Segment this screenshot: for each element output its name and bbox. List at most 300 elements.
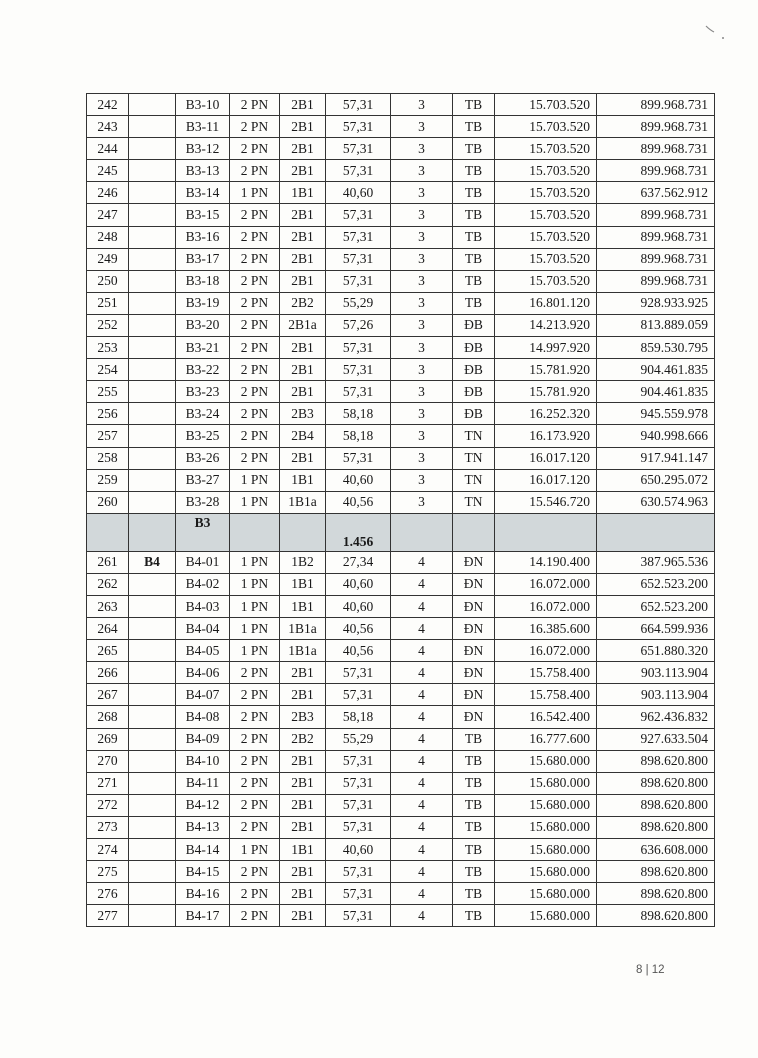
table-cell: 268 bbox=[87, 706, 129, 728]
table-cell: 2B1 bbox=[280, 248, 326, 270]
table-cell: TB bbox=[453, 94, 495, 116]
table-cell: 945.559.978 bbox=[597, 403, 715, 425]
table-cell: 16.017.120 bbox=[495, 447, 597, 469]
table-cell: B3-18 bbox=[176, 270, 230, 292]
table-cell: 57,31 bbox=[326, 447, 391, 469]
table-cell: ĐB bbox=[453, 403, 495, 425]
table-cell: 40,60 bbox=[326, 469, 391, 491]
table-cell: 2B2 bbox=[280, 728, 326, 750]
table-cell bbox=[129, 595, 176, 617]
table-cell: 57,31 bbox=[326, 662, 391, 684]
table-cell: 58,18 bbox=[326, 706, 391, 728]
table-cell: 250 bbox=[87, 270, 129, 292]
table-cell bbox=[129, 839, 176, 861]
table-cell: 15.680.000 bbox=[495, 772, 597, 794]
table-cell: B3-19 bbox=[176, 292, 230, 314]
table-cell: 899.968.731 bbox=[597, 94, 715, 116]
table-cell: 57,31 bbox=[326, 94, 391, 116]
table-cell: 3 bbox=[391, 116, 453, 138]
table-cell: 2 PN bbox=[230, 292, 280, 314]
table-cell: TB bbox=[453, 839, 495, 861]
table-cell: 243 bbox=[87, 116, 129, 138]
table-cell: 859.530.795 bbox=[597, 337, 715, 359]
table-cell: B4-17 bbox=[176, 905, 230, 927]
table-row bbox=[87, 551, 715, 573]
table-cell: 927.633.504 bbox=[597, 728, 715, 750]
table-row bbox=[87, 160, 715, 182]
table-cell: 15.703.520 bbox=[495, 182, 597, 204]
table-cell: 2 PN bbox=[230, 248, 280, 270]
table-cell: 2 PN bbox=[230, 359, 280, 381]
table-cell: 4 bbox=[391, 905, 453, 927]
table-cell: B4-12 bbox=[176, 794, 230, 816]
table-cell: 650.295.072 bbox=[597, 469, 715, 491]
table-cell: 57,31 bbox=[326, 794, 391, 816]
table-cell: B4-04 bbox=[176, 618, 230, 640]
table-cell: 57,31 bbox=[326, 381, 391, 403]
table-cell: 16.072.000 bbox=[495, 595, 597, 617]
table-cell: 57,31 bbox=[326, 226, 391, 248]
table-cell: 269 bbox=[87, 728, 129, 750]
table-cell: 4 bbox=[391, 684, 453, 706]
table-cell: 4 bbox=[391, 839, 453, 861]
table-cell: 3 bbox=[391, 403, 453, 425]
apartment-price-table bbox=[86, 93, 715, 927]
table-cell: 2 PN bbox=[230, 381, 280, 403]
table-cell: 1B1 bbox=[280, 839, 326, 861]
table-cell: 1 PN bbox=[230, 491, 280, 513]
table-cell bbox=[129, 772, 176, 794]
table-cell: 904.461.835 bbox=[597, 381, 715, 403]
table-cell: 15.703.520 bbox=[495, 160, 597, 182]
table-cell: 3 bbox=[391, 469, 453, 491]
table-cell: 899.968.731 bbox=[597, 138, 715, 160]
table-row bbox=[87, 728, 715, 750]
table-row bbox=[87, 138, 715, 160]
table-cell: 258 bbox=[87, 447, 129, 469]
table-cell: 636.608.000 bbox=[597, 839, 715, 861]
table-cell bbox=[129, 684, 176, 706]
table-cell: 899.968.731 bbox=[597, 226, 715, 248]
table-cell: B3-23 bbox=[176, 381, 230, 403]
table-cell: 16.385.600 bbox=[495, 618, 597, 640]
table-cell bbox=[129, 270, 176, 292]
table-cell: 898.620.800 bbox=[597, 750, 715, 772]
table-cell: 242 bbox=[87, 94, 129, 116]
table-cell: 2 PN bbox=[230, 138, 280, 160]
table-cell: 4 bbox=[391, 551, 453, 573]
table-cell: 651.880.320 bbox=[597, 640, 715, 662]
table-cell: B4-05 bbox=[176, 640, 230, 662]
table-row bbox=[87, 182, 715, 204]
table-cell: 2 PN bbox=[230, 204, 280, 226]
table-cell: 3 bbox=[391, 425, 453, 447]
table-cell: 2B1 bbox=[280, 94, 326, 116]
table-cell: ĐB bbox=[453, 337, 495, 359]
table-cell: B4-03 bbox=[176, 595, 230, 617]
table-cell: 57,31 bbox=[326, 160, 391, 182]
table-cell: 2B1 bbox=[280, 883, 326, 905]
table-cell: 1 PN bbox=[230, 573, 280, 595]
table-row bbox=[87, 337, 715, 359]
table-cell: 27,34 bbox=[326, 551, 391, 573]
table-cell: TB bbox=[453, 794, 495, 816]
table-cell: 2B1 bbox=[280, 684, 326, 706]
table-cell: 14.190.400 bbox=[495, 551, 597, 573]
table-row bbox=[87, 772, 715, 794]
table-cell: 3 bbox=[391, 248, 453, 270]
table-cell bbox=[129, 750, 176, 772]
table-cell: 40,60 bbox=[326, 573, 391, 595]
table-cell: 2 PN bbox=[230, 94, 280, 116]
table-cell: 270 bbox=[87, 750, 129, 772]
table-row bbox=[87, 94, 715, 116]
table-row bbox=[87, 469, 715, 491]
table-cell: 16.017.120 bbox=[495, 469, 597, 491]
table-cell: 275 bbox=[87, 861, 129, 883]
table-cell: 251 bbox=[87, 292, 129, 314]
table-cell: 248 bbox=[87, 226, 129, 248]
table-cell: 57,31 bbox=[326, 116, 391, 138]
table-cell bbox=[129, 861, 176, 883]
table-cell: 257 bbox=[87, 425, 129, 447]
table-cell: 15.781.920 bbox=[495, 381, 597, 403]
table-cell: TN bbox=[453, 447, 495, 469]
table-cell: 813.889.059 bbox=[597, 314, 715, 336]
table-cell bbox=[129, 182, 176, 204]
table-cell bbox=[129, 160, 176, 182]
table-row bbox=[87, 662, 715, 684]
table-cell: B4-07 bbox=[176, 684, 230, 706]
table-cell: TN bbox=[453, 491, 495, 513]
table-cell bbox=[129, 425, 176, 447]
table-cell: 2B1 bbox=[280, 381, 326, 403]
table-cell: 277 bbox=[87, 905, 129, 927]
table-cell: 1 PN bbox=[230, 469, 280, 491]
table-cell: 940.998.666 bbox=[597, 425, 715, 447]
table-cell bbox=[129, 226, 176, 248]
table-cell: B3-17 bbox=[176, 248, 230, 270]
table-cell: 15.703.520 bbox=[495, 204, 597, 226]
table-cell: 57,31 bbox=[326, 772, 391, 794]
table-cell bbox=[129, 337, 176, 359]
table-cell: 899.968.731 bbox=[597, 270, 715, 292]
table-cell bbox=[129, 94, 176, 116]
table-cell bbox=[129, 292, 176, 314]
table-cell: 57,31 bbox=[326, 684, 391, 706]
table-cell: 16.542.400 bbox=[495, 706, 597, 728]
table-cell: 57,26 bbox=[326, 314, 391, 336]
table-cell: 2B1 bbox=[280, 662, 326, 684]
table-cell: B4-02 bbox=[176, 573, 230, 595]
table-cell: 2 PN bbox=[230, 425, 280, 447]
table-cell: 244 bbox=[87, 138, 129, 160]
table-cell: 2 PN bbox=[230, 270, 280, 292]
table-cell: B4-09 bbox=[176, 728, 230, 750]
table-row bbox=[87, 491, 715, 513]
table-cell: 4 bbox=[391, 662, 453, 684]
table-cell: 4 bbox=[391, 794, 453, 816]
table-row bbox=[87, 204, 715, 226]
table-cell: 2B1 bbox=[280, 337, 326, 359]
table-cell: 1B1 bbox=[280, 573, 326, 595]
table-cell: 58,18 bbox=[326, 403, 391, 425]
table-cell: 3 bbox=[391, 226, 453, 248]
table-cell: 15.680.000 bbox=[495, 794, 597, 816]
table-cell: B4 bbox=[129, 551, 176, 573]
table-body-top bbox=[87, 94, 715, 514]
table-row bbox=[87, 794, 715, 816]
table-cell: 2B1 bbox=[280, 447, 326, 469]
table-cell: ĐN bbox=[453, 662, 495, 684]
table-cell: 271 bbox=[87, 772, 129, 794]
table-cell: B3-11 bbox=[176, 116, 230, 138]
table-cell: 898.620.800 bbox=[597, 861, 715, 883]
table-cell: 2B4 bbox=[280, 425, 326, 447]
table-cell: 2 PN bbox=[230, 750, 280, 772]
table-row bbox=[87, 816, 715, 838]
table-cell: 3 bbox=[391, 491, 453, 513]
table-cell: 2B1 bbox=[280, 905, 326, 927]
table-cell: TN bbox=[453, 425, 495, 447]
table-cell: 15.680.000 bbox=[495, 883, 597, 905]
table-cell: B4-06 bbox=[176, 662, 230, 684]
table-cell: 4 bbox=[391, 750, 453, 772]
table-cell bbox=[129, 662, 176, 684]
table-cell: ĐN bbox=[453, 595, 495, 617]
table-cell: ĐN bbox=[453, 573, 495, 595]
table-cell: 928.933.925 bbox=[597, 292, 715, 314]
table-cell: 247 bbox=[87, 204, 129, 226]
table-cell: 2B1 bbox=[280, 794, 326, 816]
table-cell: 57,31 bbox=[326, 905, 391, 927]
table-cell: B3-22 bbox=[176, 359, 230, 381]
table-row bbox=[87, 573, 715, 595]
table-cell: 3 bbox=[391, 359, 453, 381]
table-cell: 255 bbox=[87, 381, 129, 403]
table-cell: 1B1a bbox=[280, 491, 326, 513]
table-cell: 4 bbox=[391, 772, 453, 794]
table-cell: 40,60 bbox=[326, 595, 391, 617]
table-cell: B3-14 bbox=[176, 182, 230, 204]
table-cell: 245 bbox=[87, 160, 129, 182]
table-cell: 265 bbox=[87, 640, 129, 662]
table-cell: B4-15 bbox=[176, 861, 230, 883]
table-cell: 16.252.320 bbox=[495, 403, 597, 425]
table-row bbox=[87, 359, 715, 381]
table-cell: 1B1 bbox=[280, 182, 326, 204]
table-cell: 14.213.920 bbox=[495, 314, 597, 336]
table-cell: ĐB bbox=[453, 381, 495, 403]
table-cell: 57,31 bbox=[326, 337, 391, 359]
table-cell: B3-12 bbox=[176, 138, 230, 160]
table-cell: 1 PN bbox=[230, 182, 280, 204]
table-cell: 3 bbox=[391, 204, 453, 226]
table-cell: 2B1 bbox=[280, 116, 326, 138]
table-cell: 3 bbox=[391, 314, 453, 336]
table-row bbox=[87, 270, 715, 292]
table-cell bbox=[129, 248, 176, 270]
table-row bbox=[87, 684, 715, 706]
table-cell: 40,60 bbox=[326, 839, 391, 861]
table-cell: 16.072.000 bbox=[495, 640, 597, 662]
table-cell: B3-24 bbox=[176, 403, 230, 425]
table-cell: 40,60 bbox=[326, 182, 391, 204]
table-cell: B4-16 bbox=[176, 883, 230, 905]
subtotal-row bbox=[87, 513, 715, 551]
table-cell: 3 bbox=[391, 337, 453, 359]
table-body-subtotal bbox=[87, 513, 715, 551]
table-cell bbox=[129, 403, 176, 425]
table-cell: 2 PN bbox=[230, 116, 280, 138]
table-cell: 58,18 bbox=[326, 425, 391, 447]
table-cell: ĐN bbox=[453, 684, 495, 706]
scan-mark-icon bbox=[704, 22, 726, 44]
table-cell: 4 bbox=[391, 728, 453, 750]
table-cell: B3-25 bbox=[176, 425, 230, 447]
table-cell: 917.941.147 bbox=[597, 447, 715, 469]
table-cell: 2B1 bbox=[280, 359, 326, 381]
table-cell: TB bbox=[453, 883, 495, 905]
table-cell: 4 bbox=[391, 883, 453, 905]
table-cell: 898.620.800 bbox=[597, 794, 715, 816]
table-cell: 15.781.920 bbox=[495, 359, 597, 381]
table-cell: 899.968.731 bbox=[597, 248, 715, 270]
table-cell: 16.173.920 bbox=[495, 425, 597, 447]
table-cell bbox=[129, 794, 176, 816]
table-cell: 898.620.800 bbox=[597, 883, 715, 905]
table-cell bbox=[129, 491, 176, 513]
table-cell: TB bbox=[453, 816, 495, 838]
table-cell: 266 bbox=[87, 662, 129, 684]
table-cell: 267 bbox=[87, 684, 129, 706]
table-cell: 652.523.200 bbox=[597, 595, 715, 617]
table-cell: ĐB bbox=[453, 359, 495, 381]
table-cell: 2B1 bbox=[280, 750, 326, 772]
subtotal-area: 1.456 bbox=[326, 513, 391, 551]
table-cell: 3 bbox=[391, 94, 453, 116]
table-cell bbox=[129, 138, 176, 160]
table-cell: 15.680.000 bbox=[495, 750, 597, 772]
table-cell: 15.703.520 bbox=[495, 94, 597, 116]
table-cell: 903.113.904 bbox=[597, 662, 715, 684]
table-cell: TB bbox=[453, 116, 495, 138]
table-cell: B3-15 bbox=[176, 204, 230, 226]
table-cell: 664.599.936 bbox=[597, 618, 715, 640]
table-cell: 2B3 bbox=[280, 706, 326, 728]
table-cell: 2 PN bbox=[230, 883, 280, 905]
table-cell: 1 PN bbox=[230, 640, 280, 662]
table-cell: 1B1a bbox=[280, 618, 326, 640]
table-cell: 2 PN bbox=[230, 706, 280, 728]
table-cell: 3 bbox=[391, 138, 453, 160]
table-cell: TB bbox=[453, 204, 495, 226]
table-cell: 264 bbox=[87, 618, 129, 640]
table-cell: 15.703.520 bbox=[495, 270, 597, 292]
table-cell: 57,31 bbox=[326, 270, 391, 292]
table-cell: 15.758.400 bbox=[495, 684, 597, 706]
table-row bbox=[87, 403, 715, 425]
table-cell: 4 bbox=[391, 861, 453, 883]
table-row bbox=[87, 226, 715, 248]
table-cell: 1 PN bbox=[230, 618, 280, 640]
table-cell: 249 bbox=[87, 248, 129, 270]
table-cell: 2 PN bbox=[230, 728, 280, 750]
table-cell: 273 bbox=[87, 816, 129, 838]
table-cell: TB bbox=[453, 292, 495, 314]
table-cell: B4-14 bbox=[176, 839, 230, 861]
table-cell: TB bbox=[453, 772, 495, 794]
table-cell: 4 bbox=[391, 640, 453, 662]
table-cell: B4-13 bbox=[176, 816, 230, 838]
table-cell: 57,31 bbox=[326, 138, 391, 160]
table-cell: B3-20 bbox=[176, 314, 230, 336]
table-cell: 4 bbox=[391, 618, 453, 640]
table-cell: 1B1a bbox=[280, 640, 326, 662]
table-cell: 2B1a bbox=[280, 314, 326, 336]
table-cell: 2 PN bbox=[230, 684, 280, 706]
subtotal-block: B3 bbox=[176, 513, 230, 551]
table-cell: 40,56 bbox=[326, 491, 391, 513]
table-cell: 903.113.904 bbox=[597, 684, 715, 706]
table-cell: 2 PN bbox=[230, 662, 280, 684]
table-cell: 15.680.000 bbox=[495, 816, 597, 838]
table-cell bbox=[129, 728, 176, 750]
table-row bbox=[87, 905, 715, 927]
table-cell: 263 bbox=[87, 595, 129, 617]
table-row bbox=[87, 706, 715, 728]
table-cell: B3-10 bbox=[176, 94, 230, 116]
table-cell: 2 PN bbox=[230, 794, 280, 816]
table-cell: 637.562.912 bbox=[597, 182, 715, 204]
table-cell: TB bbox=[453, 905, 495, 927]
table-cell: 898.620.800 bbox=[597, 816, 715, 838]
table-cell: 3 bbox=[391, 270, 453, 292]
table-cell: 260 bbox=[87, 491, 129, 513]
table-cell: ĐN bbox=[453, 618, 495, 640]
table-cell bbox=[129, 204, 176, 226]
table-cell: 2 PN bbox=[230, 861, 280, 883]
table-cell: 387.965.536 bbox=[597, 551, 715, 573]
table-cell bbox=[129, 706, 176, 728]
table-cell: 2 PN bbox=[230, 905, 280, 927]
table-cell: TB bbox=[453, 861, 495, 883]
table-cell: 253 bbox=[87, 337, 129, 359]
table-cell: 57,31 bbox=[326, 248, 391, 270]
table-cell: 40,56 bbox=[326, 618, 391, 640]
table-cell: 2B1 bbox=[280, 772, 326, 794]
table-cell: 3 bbox=[391, 292, 453, 314]
table-cell bbox=[129, 314, 176, 336]
table-cell: 2 PN bbox=[230, 403, 280, 425]
table-cell: 2 PN bbox=[230, 314, 280, 336]
table-cell: 4 bbox=[391, 816, 453, 838]
table-cell: 3 bbox=[391, 447, 453, 469]
table-cell: 254 bbox=[87, 359, 129, 381]
table-cell: 2B3 bbox=[280, 403, 326, 425]
table-cell: TN bbox=[453, 469, 495, 491]
table-cell: 16.777.600 bbox=[495, 728, 597, 750]
table-cell bbox=[129, 447, 176, 469]
table-cell: 898.620.800 bbox=[597, 772, 715, 794]
table-row bbox=[87, 595, 715, 617]
table-cell: 2 PN bbox=[230, 337, 280, 359]
table-cell: 276 bbox=[87, 883, 129, 905]
table-cell: 1B1 bbox=[280, 595, 326, 617]
table-cell: 256 bbox=[87, 403, 129, 425]
table-row bbox=[87, 883, 715, 905]
table-cell bbox=[129, 573, 176, 595]
